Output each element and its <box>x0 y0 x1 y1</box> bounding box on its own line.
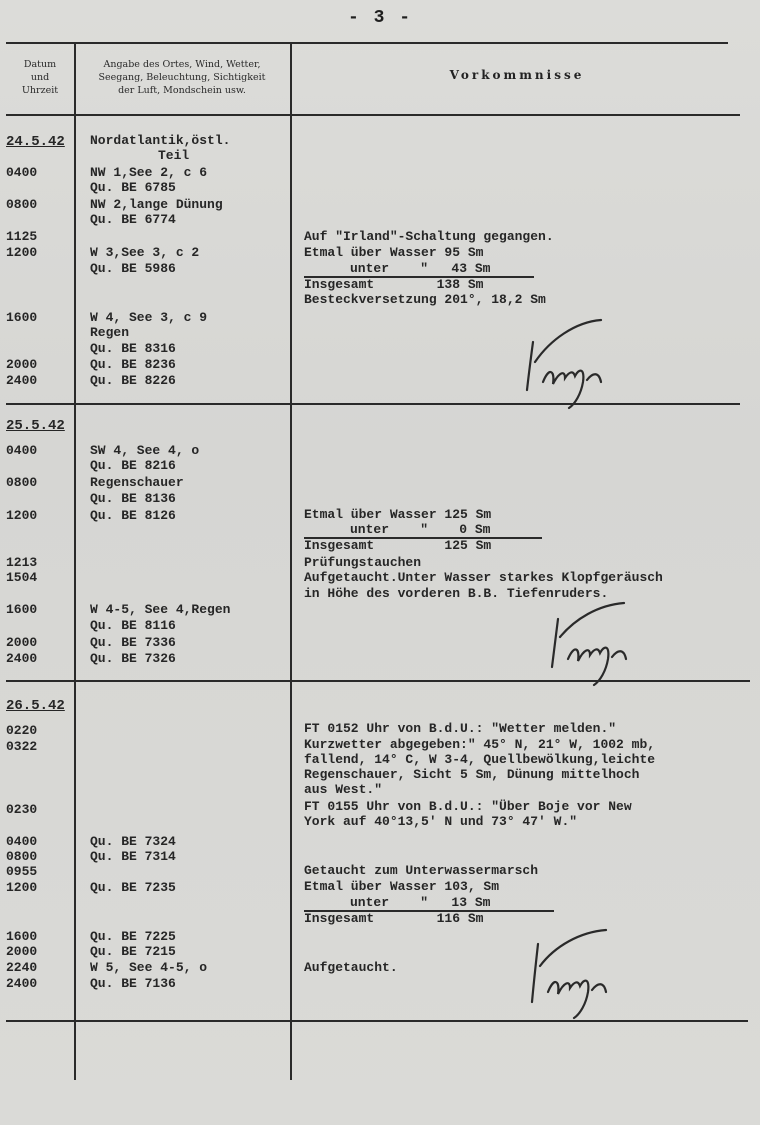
event-entry: Kurzwetter abgegeben:" 45° N, 21° W, 1002 mb, <box>304 737 656 752</box>
time-entry: 2000 <box>6 944 38 959</box>
table-top-rule <box>6 42 728 44</box>
date-26-5-42: 26.5.42 <box>6 698 65 714</box>
place-entry: Qu. BE 7326 <box>90 651 176 666</box>
section-rule-1 <box>6 403 740 405</box>
date-25-5-42: 25.5.42 <box>6 418 65 434</box>
place-entry: Qu. BE 5986 <box>90 261 176 276</box>
place-entry: Qu. BE 7215 <box>90 944 176 959</box>
time-entry: 1600 <box>6 929 38 944</box>
time-entry: 1200 <box>6 880 38 895</box>
place-entry: Nordatlantik,östl. <box>90 133 231 148</box>
place-entry: Qu. BE 8116 <box>90 618 176 633</box>
place-entry: Qu. BE 7235 <box>90 880 176 895</box>
time-entry: 1600 <box>6 602 38 617</box>
time-entry: 0400 <box>6 443 38 458</box>
place-entry: Qu. BE 7225 <box>90 929 176 944</box>
time-entry: 0800 <box>6 849 38 864</box>
signature-image <box>540 595 640 687</box>
place-entry: Qu. BE 8216 <box>90 458 176 473</box>
place-entry: Qu. BE 8126 <box>90 508 176 523</box>
date-24-5-42: 24.5.42 <box>6 134 65 150</box>
page-number: - 3 - <box>347 8 412 28</box>
place-entry: Qu. BE 7324 <box>90 834 176 849</box>
place-entry: Qu. BE 6774 <box>90 212 176 227</box>
place-entry: Qu. BE 8236 <box>90 357 176 372</box>
place-entry: W 3,See 3, c 2 <box>90 245 200 260</box>
signature-image <box>515 312 615 412</box>
place-entry: Qu. BE 8226 <box>90 373 176 388</box>
time-entry: 0955 <box>6 864 38 879</box>
event-entry: unter " 43 Sm <box>350 261 491 276</box>
event-entry: in Höhe des vorderen B.B. Tiefenruders. <box>304 586 609 601</box>
place-entry: Qu. BE 7136 <box>90 976 176 991</box>
section-rule-3 <box>6 1020 748 1022</box>
column-divider-2 <box>290 44 292 1080</box>
time-entry: 1200 <box>6 508 38 523</box>
header-place-weather: Angabe des Ortes, Wind, Wetter, Seegang, Beleuchtung, Sichtigkeit der Luft, Mondschein usw. <box>98 59 266 96</box>
event-entry: Aufgetaucht.Unter Wasser starkes Klopfgeräusch <box>304 570 663 585</box>
event-entry: Aufgetaucht. <box>304 960 398 975</box>
column-divider-1 <box>74 44 76 1080</box>
event-entry: Insgesamt 138 Sm <box>304 277 484 292</box>
header-events: Vorkommnisse <box>449 68 585 82</box>
place-entry: NW 2,lange Dünung <box>90 197 223 212</box>
header-date-time: Datum und Uhrzeit <box>21 59 59 96</box>
time-entry: 0800 <box>6 197 38 212</box>
time-entry: 0322 <box>6 739 38 754</box>
time-entry: 0800 <box>6 475 38 490</box>
time-entry: 2400 <box>6 651 38 666</box>
header-bottom-rule <box>6 114 740 116</box>
place-entry: Qu. BE 8136 <box>90 491 176 506</box>
place-entry: SW 4, See 4, o <box>90 443 200 458</box>
event-entry: FT 0155 Uhr von B.d.U.: "Über Boje vor New <box>304 799 632 814</box>
place-entry: Qu. BE 7314 <box>90 849 176 864</box>
time-entry: 2400 <box>6 373 38 388</box>
event-entry: Regenschauer, Sicht 5 Sm, Dünung mittelhoch <box>304 767 640 782</box>
event-entry: unter " 0 Sm <box>350 522 491 537</box>
signature-image <box>520 922 620 1022</box>
place-entry: Qu. BE 7336 <box>90 635 176 650</box>
time-entry: 0230 <box>6 802 38 817</box>
place-entry: W 5, See 4-5, o <box>90 960 208 975</box>
event-entry: Getaucht zum Unterwassermarsch <box>304 863 539 878</box>
time-entry: 1125 <box>6 229 38 244</box>
place-entry: Qu. BE 6785 <box>90 180 176 195</box>
place-entry: NW 1,See 2, c 6 <box>90 165 208 180</box>
event-entry: unter " 13 Sm <box>350 895 491 910</box>
place-entry: Regen <box>90 325 130 340</box>
time-entry: 0400 <box>6 165 38 180</box>
event-entry: Insgesamt 125 Sm <box>304 538 492 553</box>
event-entry: York auf 40°13,5' N und 73° 47' W." <box>304 814 578 829</box>
time-entry: 2000 <box>6 635 38 650</box>
time-entry: 1200 <box>6 245 38 260</box>
event-entry: Etmal über Wasser 103, Sm <box>304 879 500 894</box>
event-entry: Etmal über Wasser 125 Sm <box>304 507 492 522</box>
event-entry: aus West." <box>304 782 383 797</box>
event-entry: Besteckversetzung 201°, 18,2 Sm <box>304 292 546 307</box>
place-entry: Qu. BE 8316 <box>90 341 176 356</box>
time-entry: 1600 <box>6 310 38 325</box>
event-entry: Etmal über Wasser 95 Sm <box>304 245 484 260</box>
event-entry: FT 0152 Uhr von B.d.U.: "Wetter melden." <box>304 721 617 736</box>
event-entry: Auf "Irland"-Schaltung gegangen. <box>304 229 554 244</box>
time-entry: 2400 <box>6 976 38 991</box>
place-entry: W 4-5, See 4,Regen <box>90 602 231 617</box>
event-entry: Insgesamt 116 Sm <box>304 911 484 926</box>
place-entry: Teil <box>158 148 190 163</box>
time-entry: 2000 <box>6 357 38 372</box>
event-entry: Prüfungstauchen <box>304 555 422 570</box>
place-entry: Regenschauer <box>90 475 184 490</box>
place-entry: W 4, See 3, c 9 <box>90 310 208 325</box>
time-entry: 0220 <box>6 723 38 738</box>
time-entry: 0400 <box>6 834 38 849</box>
event-entry: fallend, 14° C, W 3-4, Quellbewölkung,leichte <box>304 752 656 767</box>
time-entry: 1213 <box>6 555 38 570</box>
time-entry: 2240 <box>6 960 38 975</box>
time-entry: 1504 <box>6 570 38 585</box>
